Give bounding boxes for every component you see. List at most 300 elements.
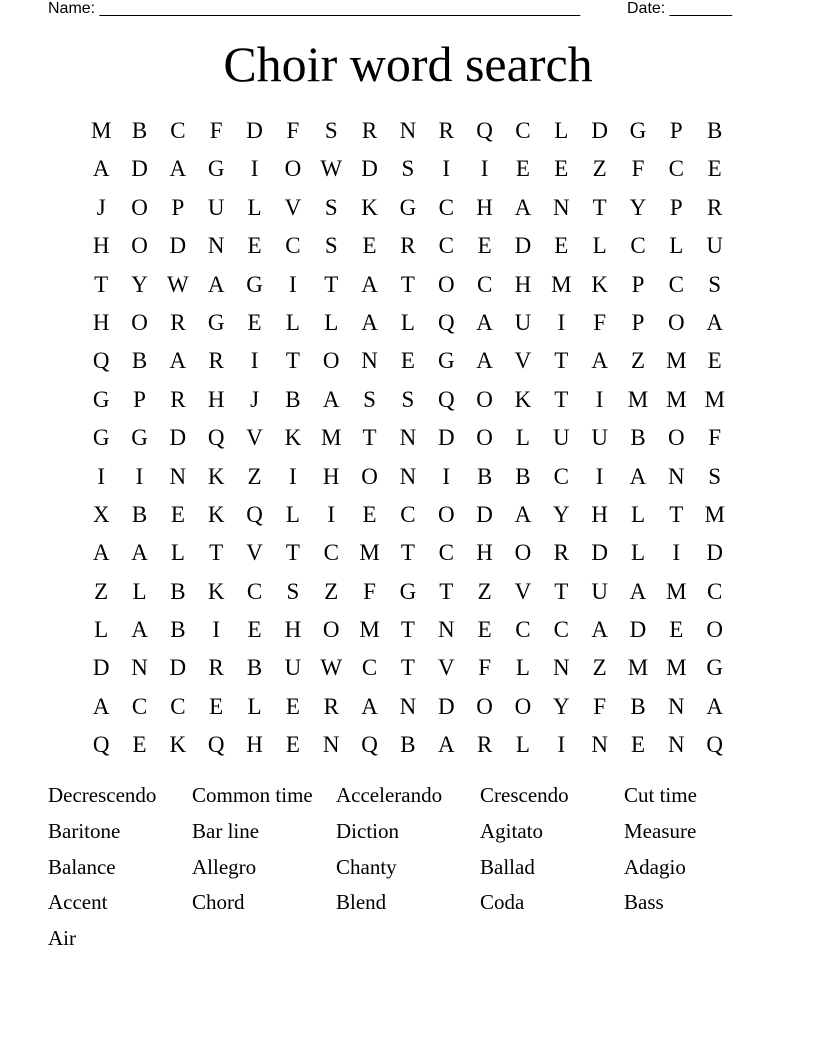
grid-letter: O [322, 348, 340, 374]
grid-letter: Z [324, 578, 339, 604]
grid-letter: N [131, 655, 148, 681]
grid-letter: A [514, 194, 532, 220]
grid-letter: L [630, 501, 646, 527]
grid-letter: B [131, 501, 148, 527]
grid-letter: S [401, 386, 415, 412]
grid-letter: G [399, 578, 417, 604]
grid-letter: I [289, 463, 297, 489]
grid-letter: Q [92, 732, 110, 758]
grid-letter: C [400, 501, 416, 527]
grid-letter: K [591, 271, 608, 297]
grid-letter: M [666, 386, 687, 412]
grid-letter: J [96, 194, 106, 220]
grid-letter: D [437, 693, 455, 719]
grid-letter: Q [246, 501, 263, 527]
word-list-item: Agitato [480, 818, 543, 843]
grid-letter: Z [477, 578, 492, 604]
grid-letter: U [591, 425, 608, 451]
grid-letter: E [477, 617, 492, 643]
grid-letter: S [324, 233, 338, 259]
word-list-item: Ballad [480, 854, 535, 879]
grid-letter: S [324, 194, 338, 220]
grid-letter: B [630, 693, 646, 719]
grid-letter: G [399, 194, 417, 220]
grid-letter: C [553, 617, 569, 643]
grid-letter: E [707, 156, 722, 182]
grid-letter: I [557, 732, 566, 758]
grid-letter: E [132, 732, 147, 758]
letter-grid [82, 112, 734, 765]
grid-letter: R [170, 386, 186, 412]
grid-letter: W [320, 156, 343, 182]
grid-letter: T [362, 425, 377, 451]
grid-letter: I [135, 463, 144, 489]
grid-letter: M [627, 655, 649, 681]
grid-letter: O [706, 617, 723, 643]
grid-letter: C [438, 194, 454, 220]
grid-letter: E [630, 732, 646, 758]
grid-letter: R [438, 118, 454, 143]
grid-letter: O [476, 693, 493, 719]
grid-row [82, 458, 734, 496]
word-list-item: Measure [624, 818, 697, 843]
grid-letter: A [629, 578, 647, 604]
grid-letter: C [170, 693, 186, 719]
grid-letter: I [480, 156, 489, 182]
grid-letter: I [97, 463, 105, 489]
grid-letter: T [285, 540, 300, 566]
grid-letter: O [131, 233, 148, 259]
grid-letter: N [552, 655, 570, 681]
grid-letter: D [706, 540, 723, 566]
name-field-label: Name: ______________________________________________________ [48, 0, 581, 17]
grid-letter: N [591, 732, 608, 758]
grid-letter: K [514, 386, 532, 412]
grid-letter: E [477, 233, 492, 259]
grid-letter: Z [247, 463, 262, 489]
grid-letter: O [284, 156, 302, 182]
grid-letter: F [209, 118, 223, 143]
grid-letter: P [171, 194, 185, 220]
grid-letter: R [361, 118, 378, 143]
grid-letter: C [246, 578, 263, 604]
grid-letter: Y [552, 501, 570, 527]
grid-row [82, 189, 734, 227]
grid-letter: A [92, 693, 110, 719]
grid-letter: U [591, 578, 608, 604]
grid-letter: T [94, 271, 109, 297]
grid-letter: E [515, 156, 530, 182]
grid-letter: Y [131, 271, 148, 297]
grid-letter: T [439, 578, 454, 604]
grid-letter: A [706, 693, 723, 719]
grid-letter: Q [437, 386, 455, 412]
grid-letter: M [359, 617, 380, 643]
word-list-item: Bass [624, 890, 664, 915]
word-list-item: Common time [192, 783, 313, 807]
grid-letter: O [514, 693, 532, 719]
grid-letter: G [131, 425, 148, 451]
grid-row [82, 381, 734, 419]
grid-letter: K [361, 194, 378, 220]
grid-letter: M [666, 655, 687, 681]
grid-letter: S [324, 118, 338, 143]
grid-letter: L [400, 309, 415, 335]
grid-row [82, 266, 734, 304]
grid-letter: L [515, 655, 530, 681]
grid-row [82, 112, 734, 150]
grid-letter: D [514, 233, 532, 259]
grid-letter: S [363, 386, 376, 412]
grid-letter: M [90, 118, 112, 143]
grid-letter: D [361, 156, 378, 182]
grid-letter: Z [94, 578, 109, 604]
word-list-item: Chord [192, 890, 245, 915]
grid-letter: P [631, 309, 645, 335]
grid-letter: T [400, 617, 415, 643]
grid-letter: Q [207, 425, 225, 451]
grid-letter: H [246, 732, 263, 758]
grid-letter: D [246, 118, 263, 143]
grid-letter: A [207, 271, 225, 297]
grid-letter: V [514, 348, 532, 374]
grid-letter: F [593, 309, 607, 335]
grid-letter: G [207, 156, 225, 182]
grid-letter: E [362, 233, 377, 259]
grid-letter: D [629, 617, 647, 643]
grid-letter: A [514, 501, 532, 527]
grid-letter: T [669, 501, 684, 527]
word-list-item: Adagio [624, 854, 686, 879]
grid-letter: C [323, 540, 339, 566]
grid-letter: Q [92, 348, 110, 374]
grid-letter: A [591, 617, 608, 643]
grid-letter: D [92, 655, 110, 681]
grid-letter: T [209, 540, 224, 566]
grid-letter: A [476, 309, 493, 335]
grid-letter: N [169, 463, 187, 489]
grid-letter: A [169, 156, 187, 182]
grid-letter: B [707, 118, 723, 143]
grid-letter: L [285, 501, 300, 527]
grid-letter: S [708, 463, 722, 489]
grid-letter: E [170, 501, 185, 527]
grid-letter: P [669, 118, 683, 143]
grid-letter: A [437, 732, 455, 758]
grid-letter: X [92, 501, 110, 527]
grid-letter: E [247, 617, 262, 643]
grid-letter: I [595, 386, 604, 412]
grid-letter: E [554, 156, 569, 182]
grid-letter: I [250, 348, 259, 374]
grid-letter: L [285, 309, 300, 335]
grid-letter: J [250, 386, 260, 412]
grid-letter: G [246, 271, 263, 297]
grid-letter: T [400, 271, 415, 297]
header-line [48, 0, 732, 18]
grid-letter: F [478, 655, 491, 681]
grid-letter: L [94, 617, 109, 643]
grid-letter: O [514, 540, 532, 566]
grid-letter: I [595, 463, 604, 489]
date-field-label: Date: _______ [627, 0, 732, 17]
grid-letter: G [207, 309, 225, 335]
grid-letter: I [212, 617, 221, 643]
grid-letter: I [327, 501, 336, 527]
word-list-item: Allegro [192, 854, 257, 879]
grid-letter: T [554, 578, 569, 604]
word-list-item: Decrescendo [48, 783, 157, 807]
grid-letter: C [361, 655, 378, 681]
grid-letter: B [400, 732, 416, 758]
grid-letter: F [631, 156, 645, 182]
grid-letter: M [704, 386, 725, 412]
grid-letter: C [170, 118, 186, 143]
word-list-item: Accent [48, 890, 108, 915]
grid-letter: U [514, 309, 532, 335]
word-list-item: Blend [336, 890, 387, 915]
grid-letter: B [630, 425, 646, 451]
grid-letter: D [476, 501, 493, 527]
grid-letter: P [669, 194, 683, 220]
grid-letter: B [285, 386, 301, 412]
word-list-item: Balance [48, 854, 116, 879]
grid-letter: I [442, 156, 451, 182]
grid-letter: B [246, 655, 263, 681]
grid-letter: K [207, 463, 225, 489]
grid-letter: B [170, 617, 186, 643]
grid-letter: L [515, 732, 530, 758]
word-list-item: Bar line [192, 818, 260, 843]
grid-letter: P [631, 271, 645, 297]
grid-letter: H [514, 271, 532, 297]
grid-letter: Z [630, 348, 646, 374]
grid-letter: O [131, 309, 148, 335]
grid-letter: C [285, 233, 301, 259]
grid-letter: O [476, 386, 493, 412]
grid-letter: A [92, 540, 110, 566]
grid-letter: D [169, 233, 187, 259]
grid-letter: N [399, 693, 417, 719]
grid-letter: D [169, 655, 187, 681]
grid-row [82, 496, 734, 534]
grid-row [82, 419, 734, 457]
grid-letter: L [247, 194, 262, 220]
grid-letter: E [669, 617, 684, 643]
word-list-item: Cut time [624, 783, 697, 807]
grid-letter: C [515, 617, 531, 643]
grid-letter: I [672, 540, 681, 566]
grid-letter: L [630, 540, 646, 566]
grid-letter: V [246, 540, 263, 566]
grid-row [82, 573, 734, 611]
grid-letter: O [476, 425, 493, 451]
grid-letter: E [400, 348, 415, 374]
grid-letter: M [627, 386, 649, 412]
grid-letter: F [593, 693, 607, 719]
grid-letter: C [476, 271, 493, 297]
grid-letter: L [515, 425, 530, 451]
grid-letter: N [399, 118, 417, 143]
grid-row [82, 688, 734, 726]
grid-letter: E [362, 501, 377, 527]
grid-letter: A [131, 617, 148, 643]
grid-row [82, 227, 734, 265]
grid-letter: D [591, 540, 608, 566]
grid-letter: H [207, 386, 225, 412]
grid-letter: E [285, 732, 300, 758]
grid-letter: R [323, 693, 339, 719]
word-list [48, 780, 768, 959]
grid-letter: C [630, 233, 646, 259]
grid-letter: A [706, 309, 723, 335]
grid-letter: W [167, 271, 189, 297]
word-list-item: Coda [480, 890, 525, 915]
grid-letter: I [442, 463, 451, 489]
grid-letter: G [92, 386, 110, 412]
grid-letter: L [669, 233, 684, 259]
grid-letter: D [437, 425, 455, 451]
grid-letter: D [131, 156, 148, 182]
grid-letter: T [285, 348, 300, 374]
grid-letter: H [284, 617, 302, 643]
grid-letter: E [209, 693, 224, 719]
grid-letter: Q [706, 732, 723, 758]
word-list-item: Air [48, 926, 76, 951]
grid-letter: N [361, 348, 378, 374]
grid-letter: L [170, 540, 185, 566]
grid-letter: L [554, 118, 569, 143]
grid-letter: K [284, 425, 302, 451]
grid-letter: C [131, 693, 148, 719]
grid-letter: T [554, 348, 569, 374]
grid-letter: V [514, 578, 532, 604]
grid-letter: N [668, 732, 685, 758]
word-list-item: Accelerando [336, 783, 443, 807]
grid-letter: K [207, 578, 225, 604]
grid-letter: N [552, 194, 570, 220]
grid-letter: N [399, 425, 417, 451]
grid-letter: B [131, 118, 148, 143]
grid-letter: F [708, 425, 722, 451]
grid-letter: N [322, 732, 340, 758]
grid-letter: C [438, 233, 454, 259]
grid-letter: B [515, 463, 531, 489]
word-list-item: Chanty [336, 854, 397, 879]
grid-letter: C [515, 118, 531, 143]
grid-row [82, 649, 734, 687]
grid-letter: N [399, 463, 417, 489]
grid-letter: T [324, 271, 339, 297]
grid-letter: M [551, 271, 572, 297]
grid-letter: B [170, 578, 186, 604]
grid-letter: A [131, 540, 148, 566]
grid-letter: C [553, 463, 569, 489]
grid-letter: S [401, 156, 415, 182]
grid-row [82, 304, 734, 342]
grid-letter: N [668, 693, 685, 719]
grid-letter: H [92, 309, 110, 335]
grid-letter: M [704, 501, 725, 527]
grid-row [82, 342, 734, 380]
grid-letter: V [437, 655, 455, 681]
grid-letter: M [321, 425, 342, 451]
grid-letter: E [554, 233, 569, 259]
word-list-item: Baritone [48, 818, 121, 843]
grid-letter: L [132, 578, 147, 604]
grid-letter: H [591, 501, 608, 527]
grid-row [82, 611, 734, 649]
word-list-item: Crescendo [480, 783, 569, 807]
grid-letter: V [284, 194, 302, 220]
grid-letter: E [247, 233, 262, 259]
grid-letter: K [169, 732, 187, 758]
grid-letter: A [361, 309, 378, 335]
grid-letter: R [208, 348, 224, 374]
grid-letter: R [170, 309, 186, 335]
grid-letter: N [668, 463, 685, 489]
page-title: Choir word search [223, 36, 593, 92]
grid-letter: R [400, 233, 416, 259]
grid-letter: L [324, 309, 339, 335]
grid-letter: A [476, 348, 493, 374]
grid-row [82, 534, 734, 572]
grid-letter: O [131, 194, 148, 220]
grid-letter: D [591, 118, 608, 143]
grid-letter: L [247, 693, 262, 719]
grid-letter: O [361, 463, 378, 489]
grid-letter: L [592, 233, 607, 259]
grid-letter: Q [476, 118, 493, 143]
grid-letter: G [629, 118, 647, 143]
grid-letter: C [668, 271, 684, 297]
grid-letter: R [553, 540, 569, 566]
grid-letter: M [666, 348, 687, 374]
grid-row [82, 726, 734, 764]
grid-letter: A [322, 386, 340, 412]
grid-letter: C [438, 540, 454, 566]
grid-letter: M [666, 578, 687, 604]
grid-letter: Q [361, 732, 378, 758]
grid-letter: O [437, 271, 455, 297]
grid-letter: Q [437, 309, 455, 335]
grid-letter: T [554, 386, 569, 412]
grid-letter: C [707, 578, 723, 604]
grid-letter: B [476, 463, 493, 489]
grid-letter: E [285, 693, 300, 719]
grid-letter: Y [629, 194, 647, 220]
grid-letter: R [208, 655, 224, 681]
grid-letter: K [207, 501, 225, 527]
grid-letter: A [361, 271, 378, 297]
grid-letter: H [476, 540, 493, 566]
grid-letter: N [437, 617, 455, 643]
grid-row [82, 150, 734, 188]
grid-letter: E [247, 309, 262, 335]
grid-letter: Q [207, 732, 225, 758]
grid-letter: G [92, 425, 110, 451]
grid-letter: T [592, 194, 607, 220]
grid-letter: G [437, 348, 455, 374]
grid-letter: U [552, 425, 570, 451]
grid-letter: S [708, 271, 722, 297]
grid-letter: G [706, 655, 723, 681]
grid-letter: U [207, 194, 225, 220]
grid-letter: I [557, 309, 566, 335]
grid-letter: F [363, 578, 376, 604]
grid-letter: T [400, 655, 415, 681]
grid-letter: I [289, 271, 297, 297]
